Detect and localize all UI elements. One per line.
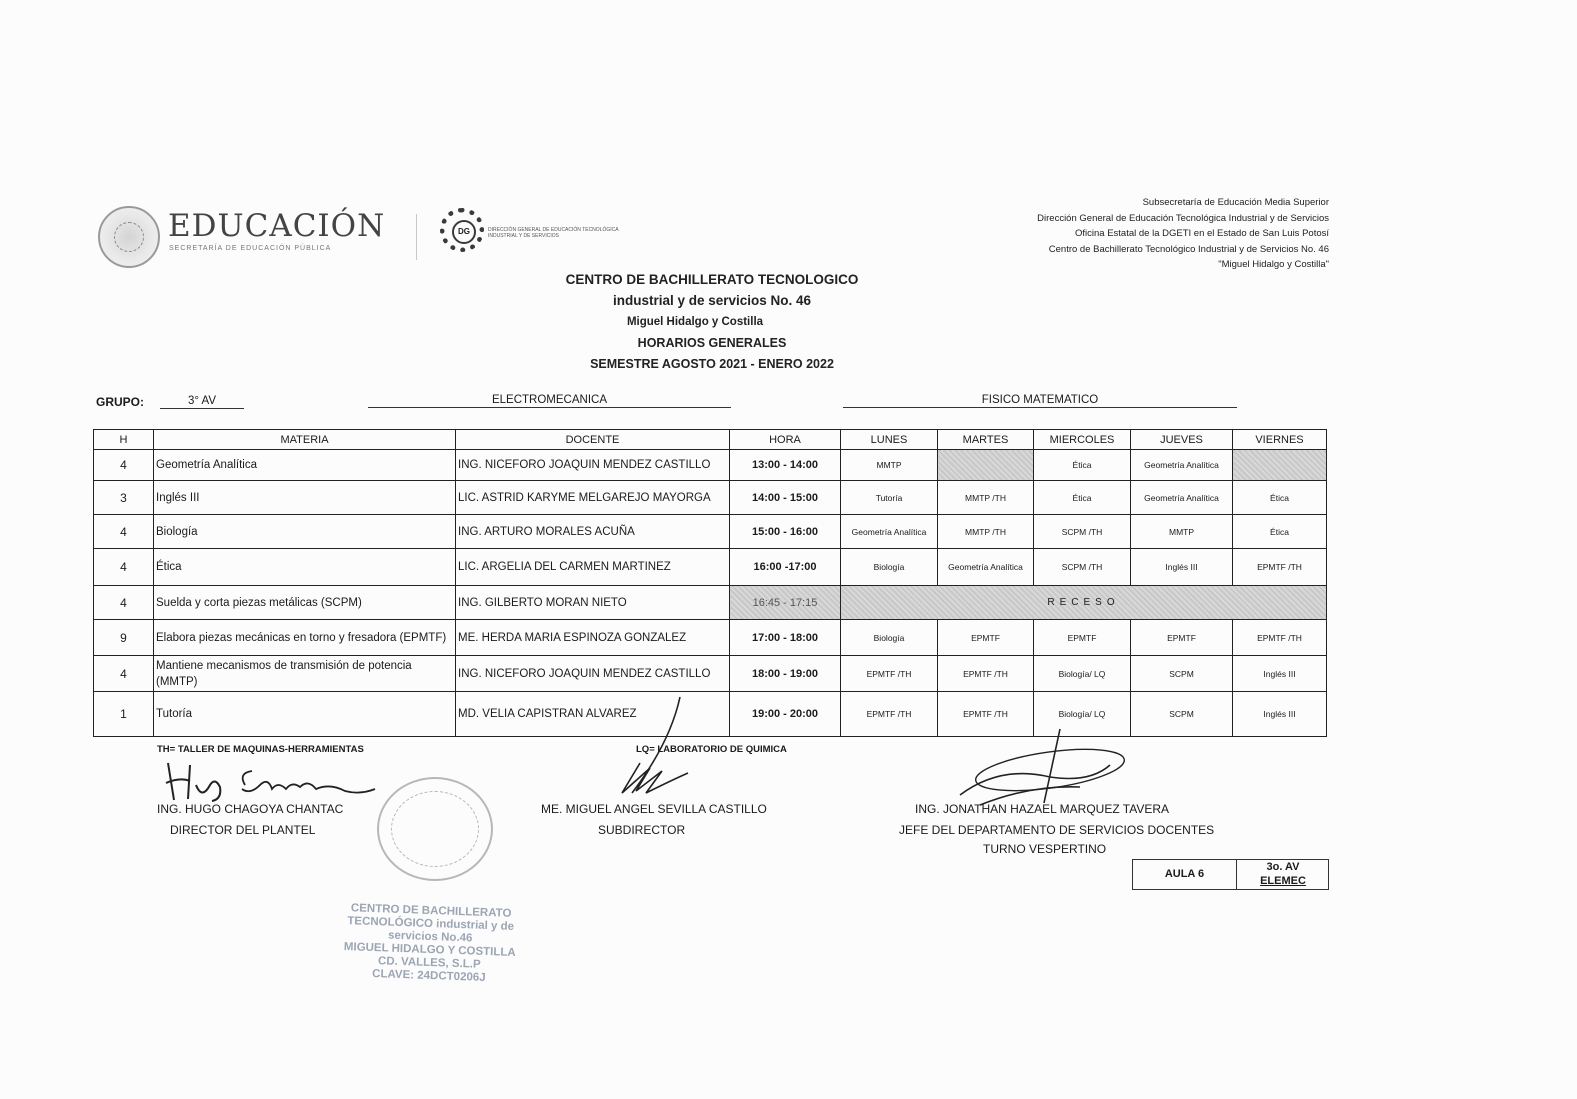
group-value: 3° AV bbox=[160, 395, 244, 409]
header-lunes: LUNES bbox=[841, 430, 938, 450]
subject-cell: Suelda y corta piezas metálicas (SCPM) bbox=[154, 586, 456, 620]
tuesday-cell: EPMTF bbox=[938, 620, 1034, 656]
official-seal-icon bbox=[377, 777, 493, 881]
header-martes: MARTES bbox=[938, 430, 1034, 450]
note-th: TH= TALLER DE MAQUINAS-HERRAMIENTAS bbox=[157, 744, 364, 755]
hours-cell: 4 bbox=[94, 515, 154, 549]
hours-cell: 4 bbox=[94, 450, 154, 481]
title-line-2: industrial y de servicios No. 46 bbox=[612, 293, 812, 308]
aula-group-line1: 3o. AV bbox=[1266, 861, 1300, 873]
table-row bbox=[94, 656, 1327, 692]
thursday-cell: SCPM bbox=[1131, 656, 1233, 692]
thursday-cell: MMTP bbox=[1131, 515, 1233, 549]
aula-group-line2: ELEMEC bbox=[1260, 875, 1306, 887]
teacher-cell: ING. ARTURO MORALES ACUÑA bbox=[456, 515, 730, 549]
table-row bbox=[94, 450, 1327, 481]
header-line: Oficina Estatal de la DGETI en el Estado de San Luis Potosí bbox=[1075, 228, 1329, 240]
teacher-cell: MD. VELIA CAPISTRAN ALVAREZ bbox=[456, 692, 730, 737]
hours-cell: 9 bbox=[94, 620, 154, 656]
aula-label: AULA 6 bbox=[1133, 860, 1237, 889]
wednesday-cell: Biología/ LQ bbox=[1034, 692, 1131, 737]
time-cell: 16:00 -17:00 bbox=[730, 549, 841, 586]
table-header-row bbox=[94, 430, 1327, 450]
tuesday-cell: EPMTF /TH bbox=[938, 656, 1034, 692]
subject-cell: Biología bbox=[154, 515, 456, 549]
time-cell: 19:00 - 20:00 bbox=[730, 692, 841, 737]
title-line-1: CENTRO DE BACHILLERATO TECNOLOGICO bbox=[565, 272, 859, 287]
header-miercoles: MIERCOLES bbox=[1034, 430, 1131, 450]
director-name: ING. HUGO CHAGOYA CHANTAC bbox=[157, 802, 344, 816]
header-jueves: JUEVES bbox=[1131, 430, 1233, 450]
thursday-cell: EPMTF bbox=[1131, 620, 1233, 656]
subject-cell: Tutoría bbox=[154, 692, 456, 737]
friday-cell: EPMTF /TH bbox=[1233, 549, 1327, 586]
header-line: "Miguel Hidalgo y Costilla" bbox=[1218, 259, 1329, 271]
wednesday-cell: Ética bbox=[1034, 450, 1131, 481]
tuesday-cell: EPMTF /TH bbox=[938, 692, 1034, 737]
header-docente: DOCENTE bbox=[456, 430, 730, 450]
dgeti-gear-icon: DG bbox=[440, 208, 484, 252]
friday-cell: Inglés III bbox=[1233, 656, 1327, 692]
header-viernes: VIERNES bbox=[1233, 430, 1327, 450]
monday-cell: EPMTF /TH bbox=[841, 692, 938, 737]
logo-divider bbox=[416, 214, 417, 260]
table-row bbox=[94, 586, 1327, 620]
subject-cell: Mantiene mecanismos de transmisión de potencia (MMTP) bbox=[154, 656, 456, 692]
school-stamp bbox=[329, 902, 532, 987]
header-h: H bbox=[94, 430, 154, 450]
stamp-line: CD. VALLES, S.L.P bbox=[377, 955, 481, 971]
hours-cell: 1 bbox=[94, 692, 154, 737]
title-line-4: HORARIOS GENERALES bbox=[637, 336, 787, 350]
time-cell: 18:00 - 19:00 bbox=[730, 656, 841, 692]
wednesday-cell: Biología/ LQ bbox=[1034, 656, 1131, 692]
table-row bbox=[94, 515, 1327, 549]
stamp-line: TECNOLÓGICO industrial y de bbox=[347, 915, 515, 933]
monday-cell: Biología bbox=[841, 549, 938, 586]
tuesday-cell: Geometría Analítica bbox=[938, 549, 1034, 586]
wednesday-cell: SCPM /TH bbox=[1034, 549, 1131, 586]
hours-cell: 3 bbox=[94, 481, 154, 515]
break-cell: RECESO bbox=[841, 586, 1327, 620]
tuesday-cell: MMTP /TH bbox=[938, 481, 1034, 515]
time-cell: 15:00 - 16:00 bbox=[730, 515, 841, 549]
title-line-3: Miguel Hidalgo y Costilla bbox=[626, 316, 764, 328]
thursday-cell: Inglés III bbox=[1131, 549, 1233, 586]
institution-header bbox=[1037, 195, 1329, 273]
monday-cell: MMTP bbox=[841, 450, 938, 481]
break-time-cell: 16:45 - 17:15 bbox=[730, 586, 841, 620]
stamp-line: CLAVE: 24DCT0206J bbox=[371, 968, 486, 984]
friday-cell: Ética bbox=[1233, 515, 1327, 549]
monday-cell: EPMTF /TH bbox=[841, 656, 938, 692]
subdirector-role: SUBDIRECTOR bbox=[598, 823, 686, 837]
teacher-cell: ING. NICEFORO JOAQUIN MENDEZ CASTILLO bbox=[456, 450, 730, 481]
subdirector-signature-icon bbox=[610, 693, 700, 803]
header-line: Centro de Bachillerato Tecnológico Industrial y de Servicios No. 46 bbox=[1048, 243, 1329, 255]
tuesday-cell bbox=[938, 450, 1034, 481]
subject-cell: Ética bbox=[154, 549, 456, 586]
monday-cell: Geometría Analítica bbox=[841, 515, 938, 549]
time-cell: 13:00 - 14:00 bbox=[730, 450, 841, 481]
title-line-5: SEMESTRE AGOSTO 2021 - ENERO 2022 bbox=[590, 357, 834, 371]
subject-cell: Elabora piezas mecánicas en torno y fresadora (EPMTF) bbox=[154, 620, 456, 656]
table-row bbox=[94, 620, 1327, 656]
friday-cell: Ética bbox=[1233, 481, 1327, 515]
stamp-line: CENTRO DE BACHILLERATO bbox=[350, 902, 512, 920]
header-line: Subsecretaría de Educación Media Superior bbox=[1142, 197, 1329, 208]
thursday-cell: SCPM bbox=[1131, 692, 1233, 737]
time-cell: 17:00 - 18:00 bbox=[730, 620, 841, 656]
aula-group bbox=[1237, 860, 1329, 889]
aula-box bbox=[1132, 859, 1329, 890]
teacher-cell: LIC. ASTRID KARYME MELGAREJO MAYORGA bbox=[456, 481, 730, 515]
tuesday-cell: MMTP /TH bbox=[938, 515, 1034, 549]
teacher-cell: ING. NICEFORO JOAQUIN MENDEZ CASTILLO bbox=[456, 656, 730, 692]
header-line: Dirección General de Educación Tecnológica Industrial y de Servicios bbox=[1037, 212, 1329, 224]
wednesday-cell: SCPM /TH bbox=[1034, 515, 1131, 549]
note-lq: LQ= LABORATORIO DE QUIMICA bbox=[636, 744, 787, 755]
hours-cell: 4 bbox=[94, 656, 154, 692]
hours-cell: 4 bbox=[94, 586, 154, 620]
dgeti-logo-text: DIRECCIÓN GENERAL DE EDUCACIÓN TECNOLÓGICA INDUSTRIAL Y DE SERVICIOS bbox=[488, 227, 619, 239]
teacher-cell: LIC. ARGELIA DEL CARMEN MARTINEZ bbox=[456, 549, 730, 586]
monday-cell: Biología bbox=[841, 620, 938, 656]
jefe-name: ING. JONATHAN HAZAEL MARQUEZ TAVERA bbox=[915, 802, 1170, 816]
director-role: DIRECTOR DEL PLANTEL bbox=[170, 823, 316, 837]
friday-cell: EPMTF /TH bbox=[1233, 620, 1327, 656]
career-name: ELECTROMECANICA bbox=[368, 394, 731, 408]
thursday-cell: Geometría Analítica bbox=[1131, 481, 1233, 515]
logo-subtitle: SECRETARÍA DE EDUCACIÓN PÚBLICA bbox=[169, 245, 332, 252]
group-label: GRUPO: bbox=[96, 395, 144, 409]
friday-cell bbox=[1233, 450, 1327, 481]
hours-cell: 4 bbox=[94, 549, 154, 586]
friday-cell: Inglés III bbox=[1233, 692, 1327, 737]
header-materia: MATERIA bbox=[154, 430, 456, 450]
monday-cell: Tutoría bbox=[841, 481, 938, 515]
table-row bbox=[94, 692, 1327, 737]
table-row bbox=[94, 549, 1327, 586]
area-name: FISICO MATEMATICO bbox=[843, 394, 1237, 408]
time-cell: 14:00 - 15:00 bbox=[730, 481, 841, 515]
subdirector-name: ME. MIGUEL ANGEL SEVILLA CASTILLO bbox=[541, 802, 767, 816]
schedule-table bbox=[93, 429, 1327, 737]
jefe-role: JEFE DEL DEPARTAMENTO DE SERVICIOS DOCENTES bbox=[899, 823, 1215, 837]
header-hora: HORA bbox=[730, 430, 841, 450]
jefe-shift: TURNO VESPERTINO bbox=[983, 842, 1107, 856]
teacher-cell: ING. GILBERTO MORAN NIETO bbox=[456, 586, 730, 620]
stamp-line: servicios No.46 bbox=[387, 929, 473, 945]
teacher-cell: ME. HERDA MARIA ESPINOZA GONZALEZ bbox=[456, 620, 730, 656]
subject-cell: Inglés III bbox=[154, 481, 456, 515]
wednesday-cell: EPMTF bbox=[1034, 620, 1131, 656]
stamp-line: MIGUEL HIDALGO Y COSTILLA bbox=[343, 941, 516, 959]
table-row bbox=[94, 481, 1327, 515]
wednesday-cell: Ética bbox=[1034, 481, 1131, 515]
thursday-cell: Geometría Analítica bbox=[1131, 450, 1233, 481]
logo-educacion: EDUCACIÓN bbox=[168, 208, 386, 244]
subject-cell: Geometría Analítica bbox=[154, 450, 456, 481]
sep-seal-icon bbox=[98, 206, 160, 268]
